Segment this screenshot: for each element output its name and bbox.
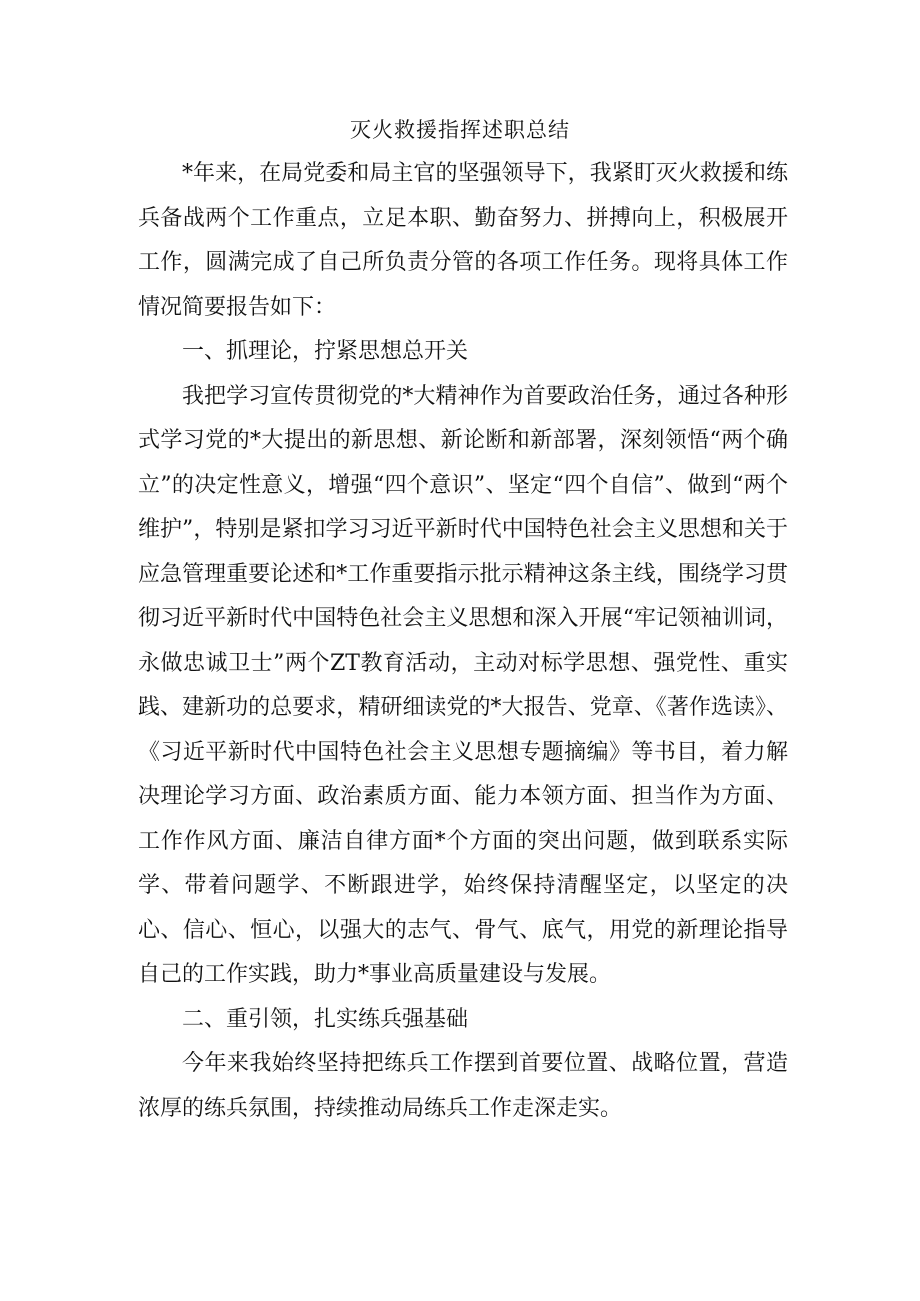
section-2-paragraph: 今年来我始终坚持把练兵工作摆到首要位置、战略位置，营造浓厚的练兵氛围，持续推动局练兵工作走深走实。 xyxy=(138,1051,788,1121)
section-1-paragraph: 我把学习宣传贯彻党的*大精神作为首要政治任务，通过各种形式学习党的*大提出的新思想、新论断和新部署，深刻领悟“两个确立”的决定性意义，增强“四个意识”、坚定“四个自信”、做到“两个维护”，特别是紧扣学习习近平新时代中国特色社会主义思想和关于应急管理重要论述和*工作重要指示批示精神这条主线，围绕学习贯彻习近平新时代中国特色社会主义思想和深入开展“牢记领袖训词，永做忠诚卫士”两个ZT教育活动，主动对标学思想、强党性、重实践、建新功的总要求，精研细读党的*大报告、党章、《著作选读》、《习近平新时代中国特色社会主义思想专题摘编》等书目，着力解决理论学习方面、政治素质方面、能力本领方面、担当作为方面、工作作风方面、廉洁自律方面*个方面的突出问题，做到联系实际学、带着问题学、不断跟进学，始终保持清醒坚定，以坚定的决心、信心、恒心，以强大的志气、骨气、底气，用党的新理论指导自己的工作实践，助力*事业高质量建设与发展。 xyxy=(138,383,789,987)
intro-paragraph: *年来，在局党委和局主官的坚强领导下，我紧盯灭火救援和练兵备战两个工作重点，立足本职、勤奋努力、拼搏向上，积极展开工作，圆满完成了自己所负责分管的各项工作任务。现将具体工作情况简要报告如下： xyxy=(138,161,788,320)
document-title: 灭火救援指挥述职总结 xyxy=(350,118,570,142)
section-heading-2: 二、重引领，扎实练兵强基础 xyxy=(182,1006,469,1032)
section-heading-1: 一、抓理论，拧紧思想总开关 xyxy=(182,339,469,364)
document-body xyxy=(138,152,788,1131)
